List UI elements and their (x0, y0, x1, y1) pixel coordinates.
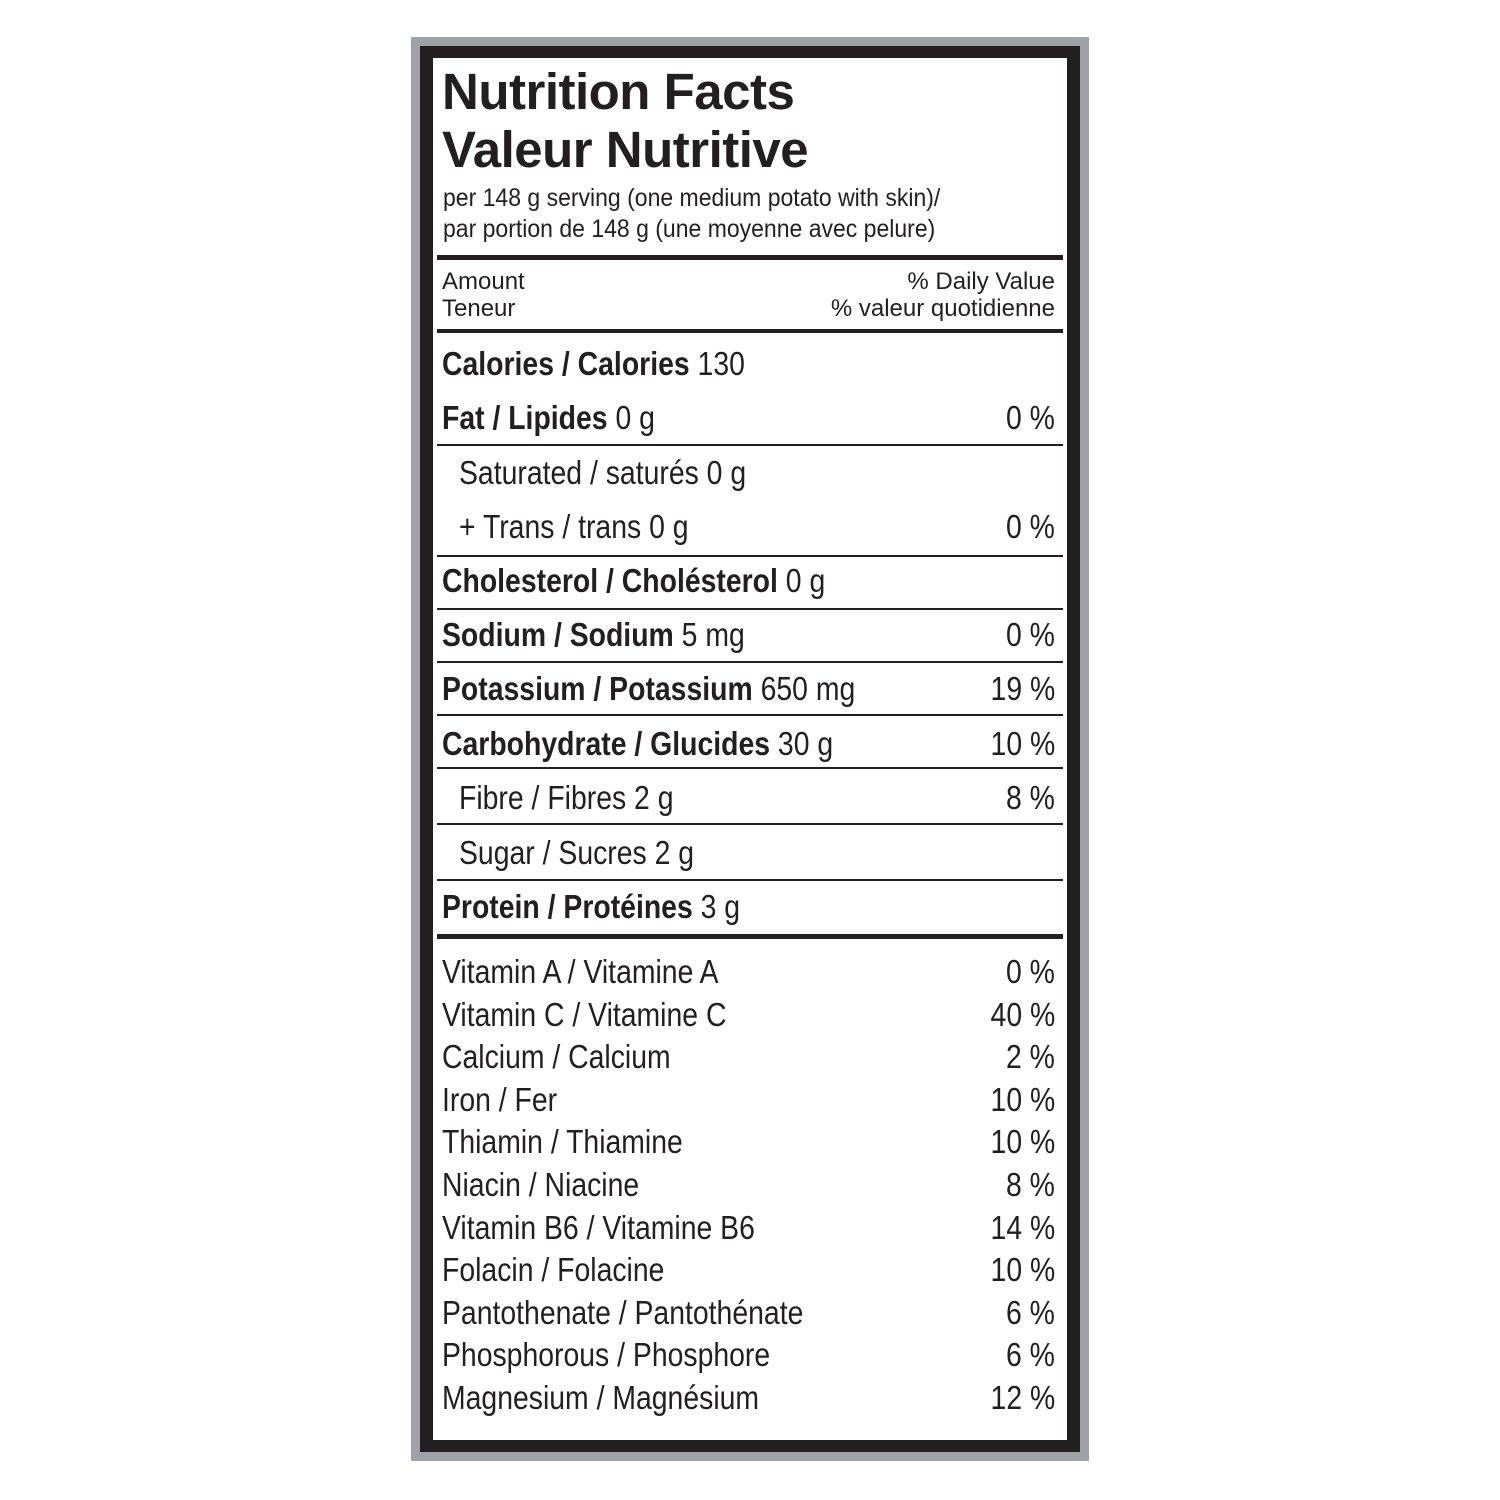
vitamin-section-rule (437, 934, 1063, 939)
vitamin-daily-value: 10 % (990, 1123, 1055, 1161)
nutrient-row (437, 507, 1063, 547)
nutrient-name: Sodium / Sodium (442, 616, 674, 653)
nutrient-amount: 130 (689, 345, 745, 382)
title-english: Nutrition Facts (442, 63, 795, 120)
daily-value-label-english: % Daily Value (907, 268, 1055, 295)
nutrient-daily-value: 0 % (1006, 616, 1055, 653)
nutrient-name: Carbohydrate / Glucides (442, 725, 771, 762)
row-divider (437, 767, 1063, 769)
nutrient-row (437, 561, 1063, 601)
vitamin-label: Calcium / Calcium (442, 1038, 671, 1076)
nutrient-row (437, 724, 1063, 764)
vitamin-daily-value: 12 % (990, 1379, 1055, 1416)
row-divider (437, 555, 1063, 557)
nutrient-label (442, 561, 825, 601)
row-divider (437, 879, 1063, 881)
vitamin-row (437, 952, 1063, 992)
nutrient-label (442, 724, 833, 764)
nutrient-row (437, 833, 1063, 873)
nutrient-daily-value: 8 % (1006, 779, 1055, 816)
nutrient-daily-value: 0 % (1006, 508, 1055, 545)
amount-label-english: Amount (442, 268, 525, 295)
vitamin-daily-value: 6 % (1006, 1336, 1055, 1374)
vitamin-row (437, 1293, 1063, 1333)
thick-rule (437, 255, 1063, 260)
vitamin-row (437, 1335, 1063, 1375)
nutrient-name: Protein / Protéines (442, 888, 693, 925)
nutrient-row (437, 669, 1063, 709)
nutrient-label (442, 615, 745, 655)
vitamin-daily-value: 0 % (1006, 953, 1055, 990)
nutrient-label (442, 887, 740, 927)
daily-value-label-french: % valeur quotidienne (830, 295, 1055, 322)
nutrient-amount: 0 g (607, 399, 655, 436)
nutrient-label: Sugar / Sucres 2 g (459, 834, 695, 871)
vitamin-row (437, 995, 1063, 1035)
vitamin-label: Phosphorous / Phosphore (442, 1336, 771, 1374)
serving-size-french: par portion de 148 g (une moyenne avec pelure) (443, 215, 936, 243)
nutrient-name: Cholesterol / Cholésterol (442, 562, 778, 599)
vitamin-label: Vitamin C / Vitamine C (442, 995, 727, 1033)
vitamin-daily-value: 8 % (1006, 1166, 1055, 1203)
nutrient-daily-value: 0 % (1006, 399, 1055, 436)
vitamin-row (437, 1080, 1063, 1120)
vitamin-daily-value: 6 % (1006, 1293, 1055, 1331)
vitamin-label: Vitamin B6 / Vitamine B6 (442, 1208, 755, 1246)
nutrient-row (437, 453, 1063, 493)
serving-size-english: per 148 g serving (one medium potato with skin)/ (443, 184, 941, 212)
vitamin-daily-value: 40 % (990, 995, 1055, 1033)
nutrient-amount: 3 g (692, 888, 741, 925)
nutrient-name: Potassium / Potassium (442, 670, 753, 707)
nutrient-row (437, 615, 1063, 655)
vitamin-label: Folacin / Folacine (442, 1251, 665, 1289)
amount-label-french: Teneur (442, 295, 516, 322)
nutrient-label (442, 398, 655, 438)
vitamin-row (437, 1165, 1063, 1205)
row-divider (437, 823, 1063, 825)
vitamin-daily-value: 10 % (990, 1080, 1055, 1118)
vitamin-label: Iron / Fer (442, 1080, 558, 1118)
vitamin-row (437, 1208, 1063, 1248)
vitamin-row (437, 1250, 1063, 1290)
row-divider (437, 608, 1063, 610)
vitamin-row (437, 1037, 1063, 1077)
nutrient-name: Fat / Lipides (442, 399, 608, 436)
nutrient-daily-value: 19 % (990, 670, 1055, 707)
nutrient-daily-value: 10 % (990, 725, 1055, 762)
nutrient-row (437, 344, 1063, 384)
nutrient-amount: 30 g (770, 725, 834, 762)
vitamin-label: Pantothenate / Pantothénate (442, 1293, 804, 1331)
vitamin-row (437, 1122, 1063, 1162)
row-divider (437, 444, 1063, 446)
row-divider (437, 661, 1063, 663)
nutrient-amount: 5 mg (673, 616, 745, 653)
nutrient-amount: 650 mg (752, 670, 856, 707)
vitamin-label: Magnesium / Magnésium (442, 1379, 760, 1416)
nutrient-amount: 0 g (777, 562, 826, 599)
row-divider (437, 714, 1063, 716)
vitamin-label: Thiamin / Thiamine (442, 1123, 683, 1161)
nutrient-label: Fibre / Fibres 2 g (459, 779, 674, 816)
nutrient-label (442, 669, 855, 709)
nutrient-label: + Trans / trans 0 g (459, 508, 689, 545)
vitamin-label: Niacin / Niacine (442, 1166, 640, 1203)
nutrient-row (437, 398, 1063, 438)
vitamin-daily-value: 10 % (990, 1251, 1055, 1289)
header-rule (437, 329, 1063, 333)
nutrient-label (442, 344, 745, 384)
vitamin-row (437, 1378, 1063, 1418)
vitamin-daily-value: 14 % (990, 1208, 1055, 1246)
vitamin-label: Vitamin A / Vitamine A (442, 953, 719, 990)
vitamin-daily-value: 2 % (1006, 1038, 1055, 1076)
nutrient-name: Calories / Calories (442, 345, 690, 382)
nutrient-label: Saturated / saturés 0 g (459, 454, 747, 491)
nutrient-row (437, 887, 1063, 927)
title-french: Valeur Nutritive (442, 121, 809, 178)
nutrient-row (437, 778, 1063, 818)
